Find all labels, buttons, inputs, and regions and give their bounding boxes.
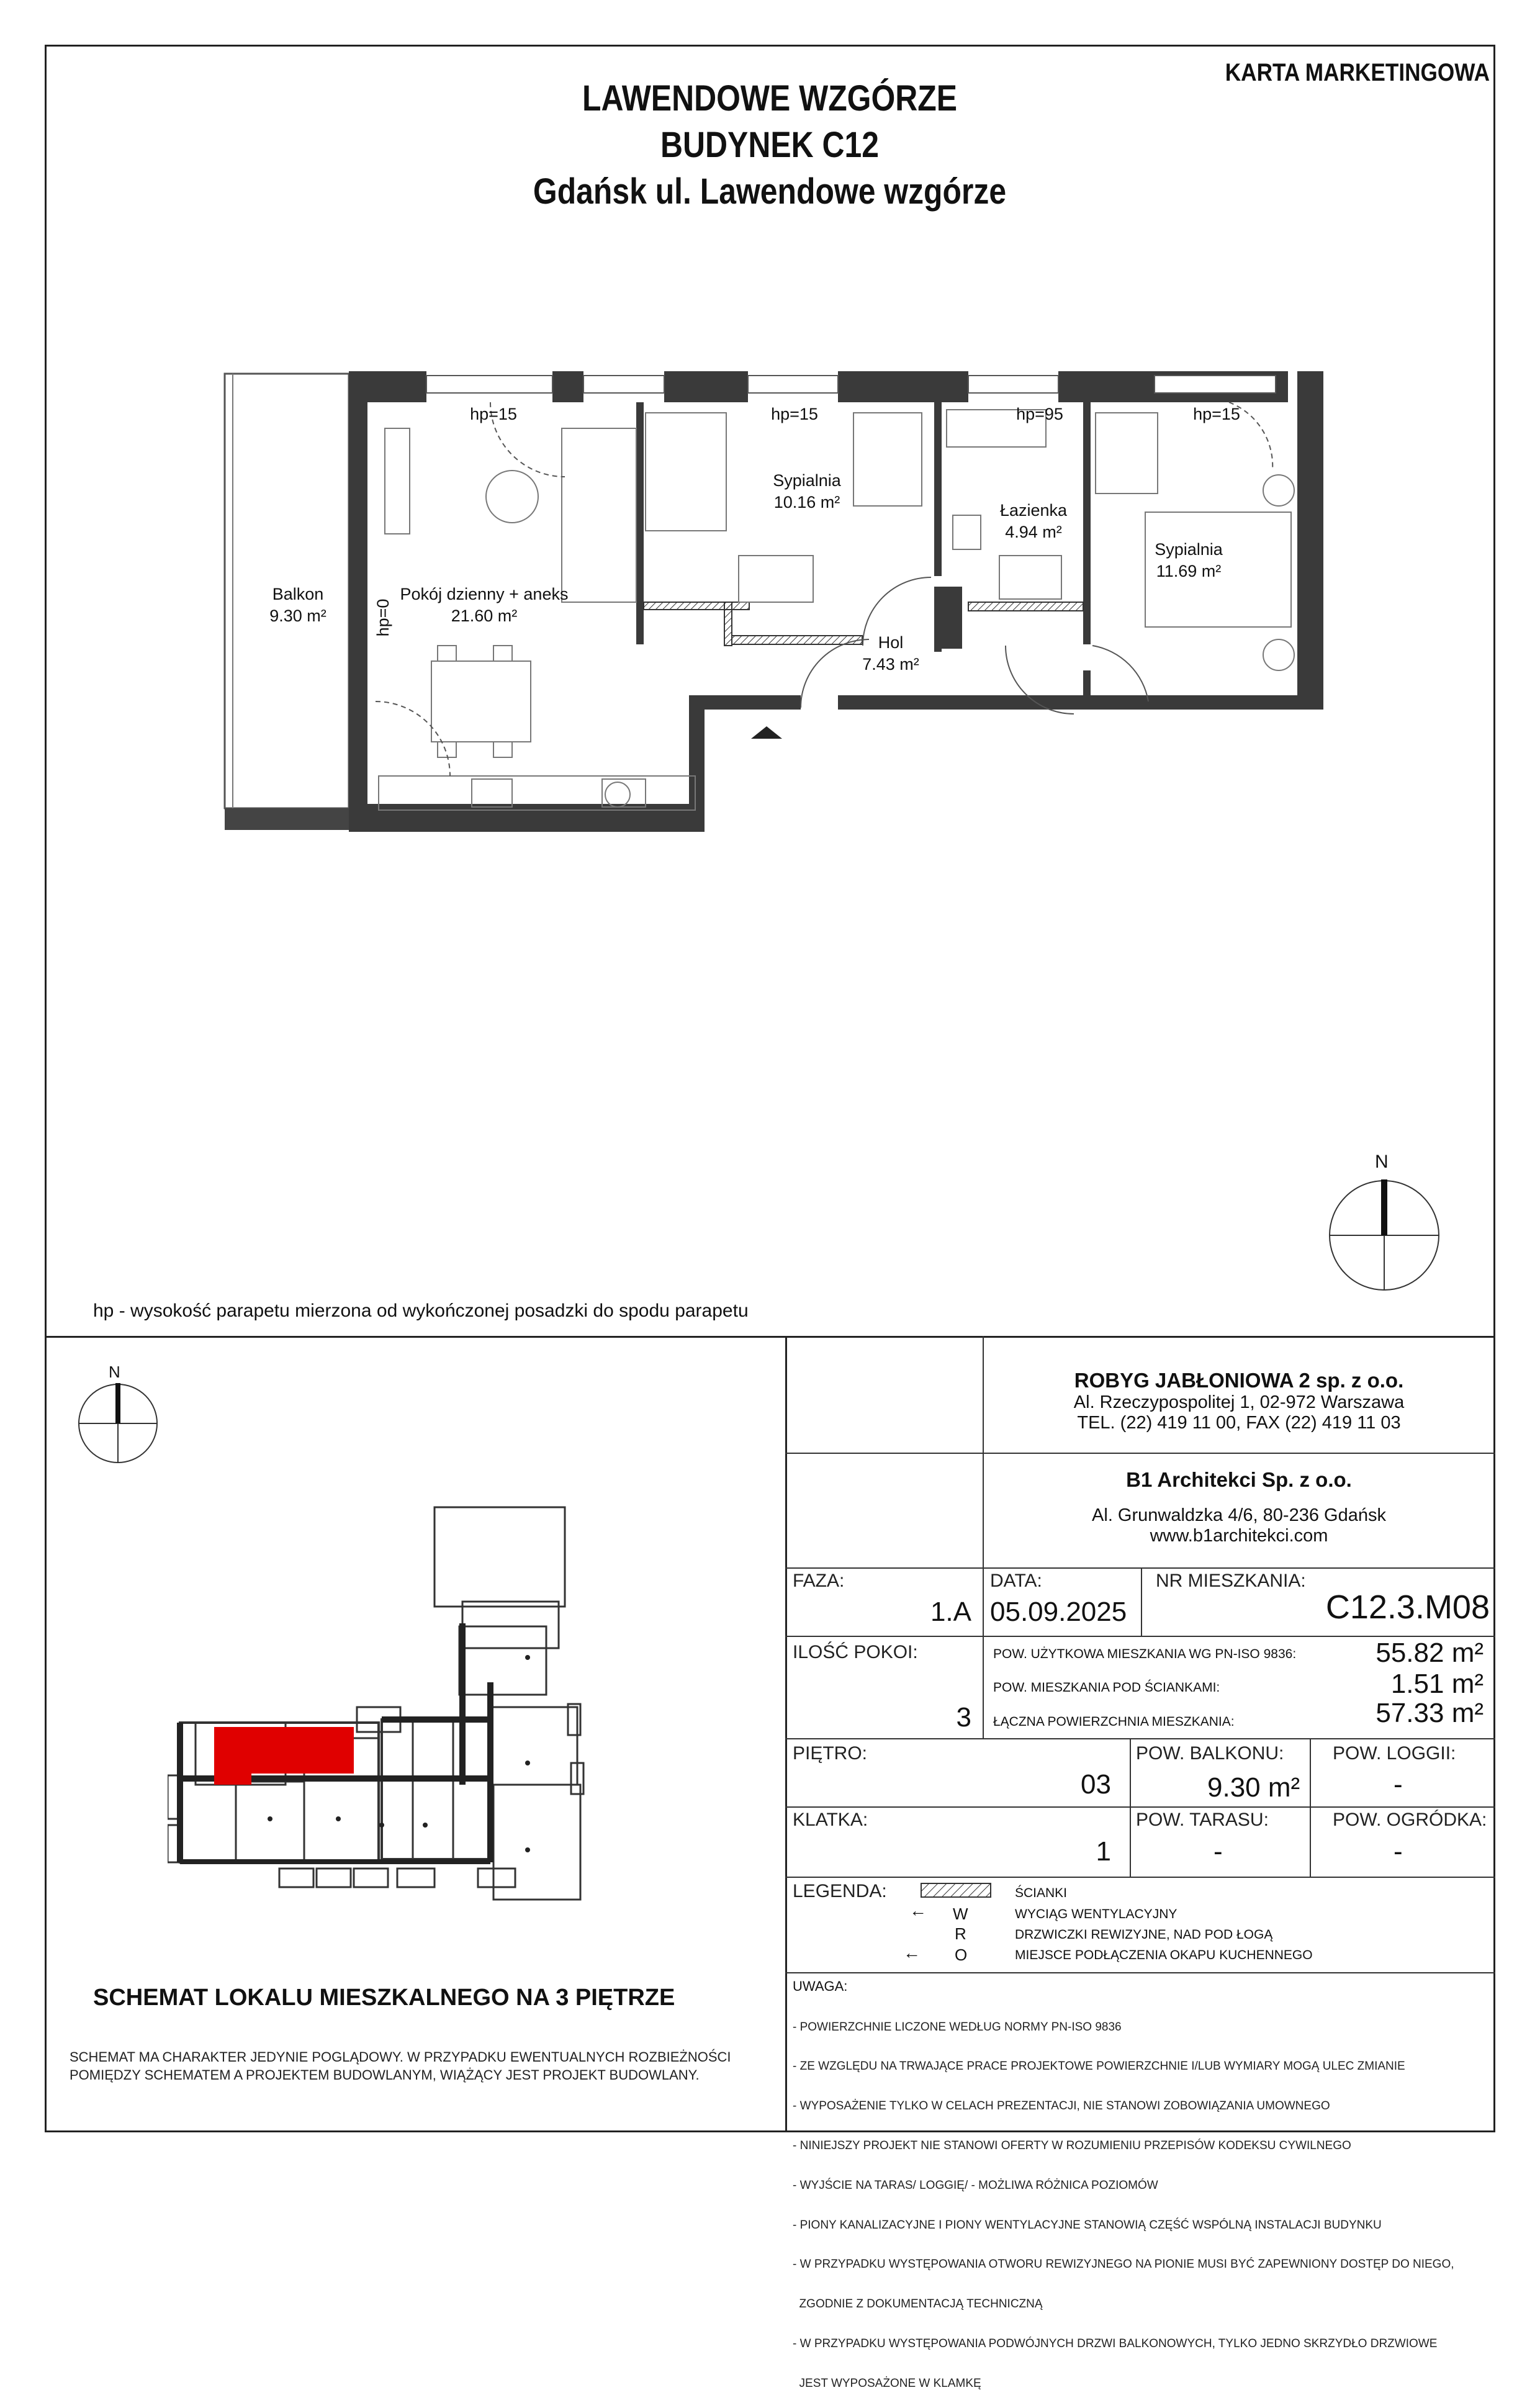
loggia-area-label: POW. LOGGII: bbox=[1333, 1743, 1456, 1764]
notes-label: UWAGA: bbox=[793, 1978, 848, 1994]
partition-hatch-icon bbox=[921, 1883, 991, 1898]
parapet-label: hp=15 bbox=[1193, 405, 1240, 423]
legend-symbol-r: R bbox=[955, 1924, 966, 1943]
apartment-number-value: C12.3.M08 bbox=[1325, 1589, 1490, 1626]
notes-list bbox=[793, 1994, 1454, 2403]
room-label-living: Pokój dzienny + aneks 21.60 m² bbox=[400, 585, 569, 626]
marketing-card-badge: KARTA MARKETINGOWA bbox=[1225, 59, 1490, 86]
company-phone: TEL. (22) 419 11 00, FAX (22) 419 11 03 bbox=[1077, 1413, 1401, 1433]
rooms-count-label: ILOŚĆ POKOI: bbox=[793, 1642, 918, 1662]
balcony-area-value: 9.30 m² bbox=[1207, 1772, 1300, 1803]
arrow-left-icon: ← bbox=[903, 1943, 921, 1962]
schema-compass-icon bbox=[78, 1383, 158, 1464]
parapet-label: hp=15 bbox=[771, 405, 818, 423]
loggia-area-value: - bbox=[1394, 1769, 1403, 1800]
garden-area-value: - bbox=[1394, 1836, 1403, 1867]
note-line: - NINIEJSZY PROJEKT NIE STANOWI OFERTY W ROZUMIENIU PRZEPISÓW KODEKSU CYWILNEGO bbox=[793, 2139, 1351, 2152]
compass-icon bbox=[1328, 1179, 1440, 1291]
usable-area-value: 55.82 m² bbox=[1376, 1638, 1484, 1668]
note-line: - WYJŚCIE NA TARAS/ LOGGIĘ/ - MOŻLIWA RÓŻNICA POZIOMÓW bbox=[793, 2178, 1158, 2192]
legend-item-ventilation: WYCIĄG WENTYLACYJNY bbox=[1015, 1907, 1178, 1921]
note-line: JEST WYPOSAŻONE W KLAMKĘ bbox=[793, 2376, 981, 2390]
legend-item-inspection: DRZWICZKI REWIZYJNE, NAD POD ŁOGĄ bbox=[1015, 1927, 1273, 1942]
date-label: DATA: bbox=[990, 1571, 1042, 1591]
phase-label: FAZA: bbox=[793, 1571, 845, 1591]
terrace-area-label: POW. TARASU: bbox=[1136, 1810, 1269, 1830]
room-label-bathroom: Łazienka 4.94 m² bbox=[999, 501, 1068, 542]
floor-label: PIĘTRO: bbox=[793, 1743, 868, 1764]
legend-item-hood: MIEJSCE PODŁĄCZENIA OKAPU KUCHENNEGO bbox=[1015, 1948, 1313, 1962]
legend-symbol-w: W bbox=[953, 1905, 968, 1923]
note-line: - W PRZYPADKU WYSTĘPOWANIA PODWÓJNYCH DRZWI BALKONOWYCH, TYLKO JEDNO SKRZYDŁO DRZWIOWE bbox=[793, 2337, 1438, 2350]
project-title: LAWENDOWE WZGÓRZE bbox=[582, 78, 958, 119]
room-label-bedroom-2: Sypialnia 11.69 m² bbox=[1155, 540, 1223, 581]
date-value: 05.09.2025 bbox=[990, 1597, 1127, 1627]
company-name: ROBYG JABŁONIOWA 2 sp. z o.o. bbox=[1074, 1369, 1404, 1392]
note-line: - W PRZYPADKU WYSTĘPOWANIA OTWORU REWIZYJNEGO NA PIONIE MUSI BYĆ ZAPEWNIONY DOSTĘP DO NIEGO, bbox=[793, 2258, 1454, 2271]
company-address: Al. Rzeczypospolitej 1, 02-972 Warszawa bbox=[1073, 1392, 1405, 1412]
note-line: - POWIERZCHNIE LICZONE WEDŁUG NORMY PN-ISO 9836 bbox=[793, 2020, 1122, 2034]
note-line: - PIONY KANALIZACYJNE I PIONY WENTYLACYJNE STANOWIĄ CZĘŚĆ WSPÓLNĄ INSTALACJI BUDYNKU bbox=[793, 2218, 1382, 2232]
room-label-hall: Hol 7.43 m² bbox=[862, 633, 919, 674]
architect-address: Al. Grunwaldzka 4/6, 80-236 Gdańsk bbox=[1092, 1505, 1386, 1525]
parapet-label: hp=95 bbox=[1016, 405, 1063, 423]
phase-value: 1.A bbox=[930, 1597, 971, 1627]
floor-value: 03 bbox=[1081, 1769, 1111, 1800]
balcony-area-label: POW. BALKONU: bbox=[1136, 1743, 1284, 1764]
partition-area-value: 1.51 m² bbox=[1390, 1669, 1484, 1699]
entrance-arrow-icon bbox=[751, 726, 782, 739]
building-title: BUDYNEK C12 bbox=[660, 125, 880, 165]
company-block bbox=[983, 1369, 1495, 1433]
parapet-note: hp - wysokość parapetu mierzona od wykończonej posadzki do spodu parapetu bbox=[93, 1301, 749, 1321]
apartment-number-label: NR MIESZKANIA: bbox=[1156, 1571, 1306, 1591]
schema-north-label: N bbox=[109, 1363, 120, 1381]
architect-name: B1 Architekci Sp. z o.o. bbox=[1126, 1468, 1352, 1491]
building-schema bbox=[168, 1502, 627, 1912]
parapet-label: hp=15 bbox=[470, 405, 517, 423]
legend-item-walls: ŚCIANKI bbox=[1015, 1886, 1068, 1900]
note-line: - WYPOSAŻENIE TYLKO W CELACH PREZENTACJI, NIE STANOWI ZOBOWIĄZANIA UMOWNEGO bbox=[793, 2099, 1330, 2113]
note-line: ZGODNIE Z DOKUMENTACJĄ TECHNICZNĄ bbox=[793, 2297, 1043, 2311]
schema-disclaimer: SCHEMAT MA CHARAKTER JEDYNIE POGLĄDOWY. W PRZYPADKU EWENTUALNYCH ROZBIEŻNOŚCI POMIĘDZY SCHEMATEM A PROJEKTEM BUDOWLANYM, WIĄŻĄCY JEST PROJEKT BUDOWLANY. bbox=[70, 2049, 731, 2083]
usable-area-label: POW. UŻYTKOWA MIESZKANIA WG PN-ISO 9836: bbox=[993, 1647, 1297, 1661]
room-label-balkon: Balkon 9.30 m² bbox=[269, 585, 326, 626]
staircase-value: 1 bbox=[1096, 1836, 1111, 1867]
parapet-label-vertical: hp=0 bbox=[374, 598, 392, 637]
architect-block bbox=[983, 1468, 1495, 1546]
room-label-bedroom-1: Sypialnia 10.16 m² bbox=[773, 471, 841, 512]
total-area-label: ŁĄCZNA POWIERZCHNIA MIESZKANIA: bbox=[993, 1715, 1235, 1729]
legend-label: LEGENDA: bbox=[793, 1881, 887, 1901]
rooms-count-value: 3 bbox=[956, 1702, 971, 1733]
architect-web: www.b1architekci.com bbox=[1150, 1526, 1328, 1546]
legend-symbol-o: O bbox=[955, 1945, 968, 1964]
staircase-label: KLATKA: bbox=[793, 1810, 868, 1830]
schema-title: SCHEMAT LOKALU MIESZKALNEGO NA 3 PIĘTRZE bbox=[93, 1985, 675, 2011]
partition-area-label: POW. MIESZKANIA POD ŚCIANKAMI: bbox=[993, 1680, 1220, 1695]
note-line: - ZE WZGLĘDU NA TRWAJĄCE PRACE PROJEKTOWE POWIERZCHNIE I/LUB WYMIARY MOGĄ ULEC ZMIANIE bbox=[793, 2060, 1405, 2073]
terrace-area-value: - bbox=[1214, 1836, 1223, 1867]
north-label: N bbox=[1375, 1152, 1389, 1172]
total-area-value: 57.33 m² bbox=[1376, 1698, 1484, 1728]
apartment-highlight bbox=[214, 1727, 354, 1774]
garden-area-label: POW. OGRÓDKA: bbox=[1333, 1810, 1487, 1830]
location-title: Gdańsk ul. Lawendowe wzgórze bbox=[533, 171, 1007, 212]
arrow-left-icon: ← bbox=[909, 1901, 927, 1920]
